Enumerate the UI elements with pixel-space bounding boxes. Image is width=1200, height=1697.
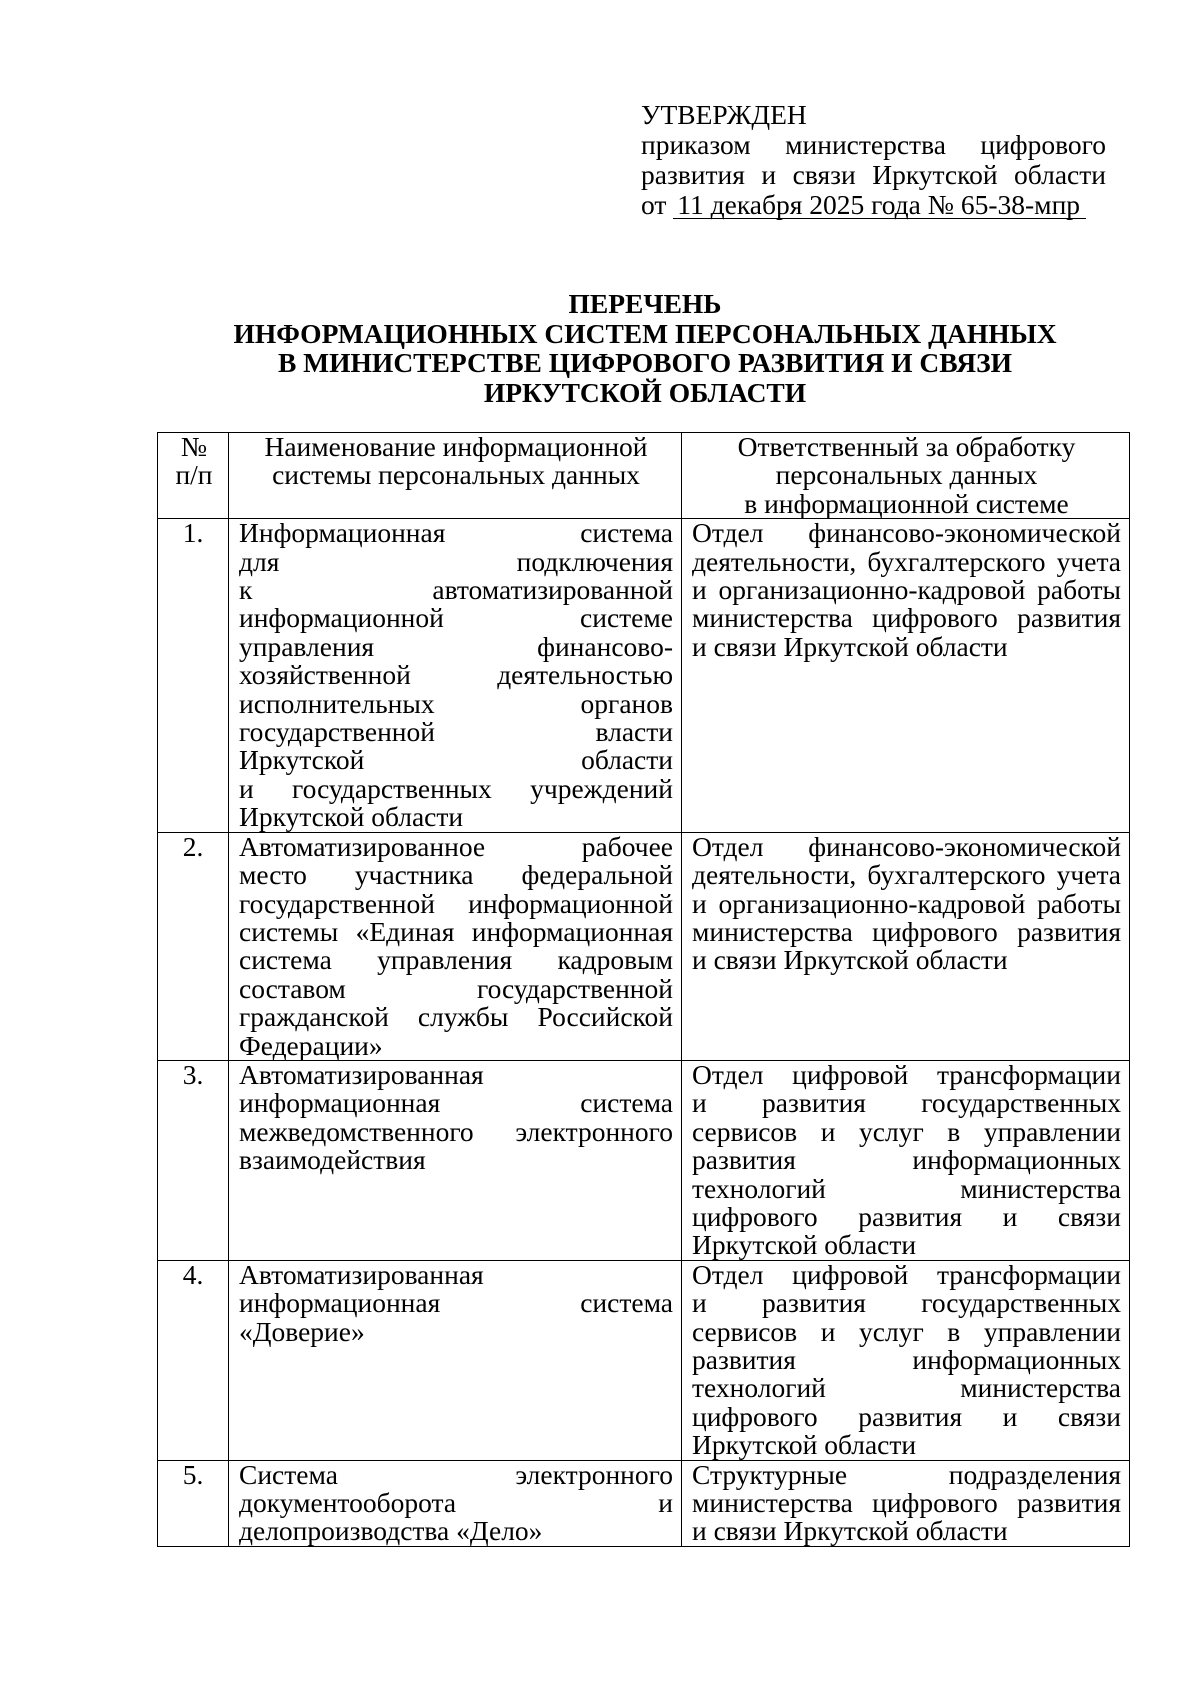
system-name-cell-line: Иркутской области bbox=[239, 801, 464, 833]
system-name-cell bbox=[229, 1060, 682, 1260]
responsible-unit-cell-line: сервисов и услуг в управлении bbox=[692, 1115, 1121, 1147]
responsible-unit-cell-line: цифрового развития и связи bbox=[692, 1400, 1121, 1432]
system-name-cell-line: Автоматизированное рабочее bbox=[239, 830, 673, 862]
responsible-unit-cell-line: Отдел цифровой трансформации bbox=[692, 1058, 1121, 1090]
row-number: 5. bbox=[158, 1460, 229, 1546]
table-header-row bbox=[158, 433, 1130, 519]
pdn-systems-table bbox=[157, 432, 1130, 1547]
responsible-unit-cell bbox=[682, 519, 1130, 832]
header-responsible-line-2: персональных данных bbox=[775, 459, 1038, 491]
system-name-cell-line: Система электронного bbox=[239, 1458, 673, 1490]
header-number-line-1: № bbox=[180, 431, 208, 462]
approval-order-prefix: от bbox=[641, 189, 667, 220]
system-name-cell-line: Автоматизированная bbox=[239, 1258, 484, 1290]
system-name-cell-line: делопроизводства «Дело» bbox=[239, 1515, 543, 1547]
system-name-cell-line: информационная система bbox=[239, 1287, 673, 1319]
system-name-cell-line: системы «Единая информационная bbox=[239, 915, 673, 947]
responsible-unit-cell-line: цифрового развития и связи bbox=[692, 1200, 1121, 1232]
system-name-cell-line: «Доверие» bbox=[239, 1315, 365, 1347]
header-system-name-line-2: системы персональных данных bbox=[272, 459, 640, 491]
responsible-unit-cell-line: министерства цифрового развития bbox=[692, 915, 1121, 947]
system-name-cell bbox=[229, 832, 682, 1060]
system-name-cell-line: государственной информационной bbox=[239, 887, 673, 919]
table-row bbox=[158, 1060, 1130, 1260]
header-system-name-line-1: Наименование информационной bbox=[264, 431, 648, 462]
table-row bbox=[158, 519, 1130, 832]
system-name-cell-line: для подключения bbox=[239, 545, 673, 577]
system-name-cell-line: межведомственного электронного bbox=[239, 1115, 673, 1147]
responsible-unit-cell-line: Отдел финансово-экономической bbox=[692, 517, 1121, 549]
approval-order-value: 11 декабря 2025 года № 65-38-мпр bbox=[673, 191, 1086, 219]
system-name-cell-line: Иркутской области bbox=[239, 744, 673, 776]
system-name-cell bbox=[229, 1260, 682, 1460]
row-number: 1. bbox=[158, 519, 229, 832]
system-name-cell-line: информационная система bbox=[239, 1087, 673, 1119]
table-row bbox=[158, 1460, 1130, 1546]
responsible-unit-cell bbox=[682, 1260, 1130, 1460]
responsible-unit-cell-line: и связи Иркутской области bbox=[692, 944, 1008, 976]
responsible-unit-cell-line: министерства цифрового развития bbox=[692, 602, 1121, 634]
approval-title: УТВЕРЖДЕН bbox=[641, 99, 807, 130]
approval-order-line bbox=[641, 190, 1106, 220]
responsible-unit-cell-line: развития информационных bbox=[692, 1344, 1121, 1375]
system-name-cell-line: управления финансово- bbox=[239, 630, 673, 662]
responsible-unit-cell-line: Отдел цифровой трансформации bbox=[692, 1258, 1121, 1290]
document-title-line-2: ИНФОРМАЦИОННЫХ СИСТЕМ ПЕРСОНАЛЬНЫХ ДАННЫХ bbox=[233, 317, 1057, 349]
row-number: 3. bbox=[158, 1060, 229, 1260]
responsible-unit-cell-line: и развития государственных bbox=[692, 1287, 1121, 1319]
system-name-cell-line: место участника федеральной bbox=[239, 859, 673, 891]
responsible-unit-cell-line: и организационно-кадровой работы bbox=[692, 887, 1121, 919]
header-number bbox=[158, 433, 229, 519]
document-title-line-4: ИРКУТСКОЙ ОБЛАСТИ bbox=[483, 376, 807, 408]
responsible-unit-cell-line: Иркутской области bbox=[692, 1229, 917, 1261]
system-name-cell-line: Информационная система bbox=[239, 517, 673, 549]
responsible-unit-cell-line: Отдел финансово-экономической bbox=[692, 830, 1121, 862]
header-responsible bbox=[682, 433, 1130, 519]
table-row bbox=[158, 1260, 1130, 1460]
system-name-cell-line: государственной власти bbox=[239, 716, 673, 748]
row-number: 4. bbox=[158, 1260, 229, 1460]
document-title-line-1: ПЕРЕЧЕНЬ bbox=[568, 288, 722, 319]
responsible-unit-cell-line: и развития государственных bbox=[692, 1087, 1121, 1119]
row-number: 2. bbox=[158, 832, 229, 1060]
approval-line-2: развития и связи Иркутской области bbox=[641, 159, 1106, 190]
document-title bbox=[150, 289, 1140, 407]
system-name-cell bbox=[229, 519, 682, 832]
system-name-cell-line: документооборота и bbox=[239, 1487, 673, 1519]
responsible-unit-cell-line: технологий министерства bbox=[692, 1172, 1121, 1204]
responsible-unit-cell-line: развития информационных bbox=[692, 1144, 1121, 1176]
system-name-cell-line: гражданской службы Российской bbox=[239, 1001, 673, 1033]
responsible-unit-cell-line: и связи Иркутской области bbox=[692, 630, 1008, 662]
system-name-cell-line: и государственных учреждений bbox=[239, 772, 673, 804]
responsible-unit-cell-line: деятельности, бухгалтерского учета bbox=[692, 859, 1121, 891]
responsible-unit-cell-line: и связи Иркутской области bbox=[692, 1515, 1008, 1547]
system-name-cell-line: к автоматизированной bbox=[239, 574, 673, 606]
responsible-unit-cell-line: Иркутской области bbox=[692, 1429, 917, 1461]
system-name-cell-line: Автоматизированная bbox=[239, 1058, 484, 1090]
responsible-unit-cell-line: технологий министерства bbox=[692, 1372, 1121, 1404]
header-number-line-2: п/п bbox=[175, 459, 213, 491]
responsible-unit-cell-line: министерства цифрового развития bbox=[692, 1487, 1121, 1519]
approval-stamp bbox=[641, 100, 1106, 220]
header-system-name bbox=[229, 433, 682, 519]
header-responsible-line-3: в информационной системе bbox=[744, 487, 1069, 519]
responsible-unit-cell bbox=[682, 832, 1130, 1060]
header-responsible-line-1: Ответственный за обработку bbox=[737, 431, 1076, 462]
responsible-unit-cell bbox=[682, 1460, 1130, 1546]
responsible-unit-cell-line: сервисов и услуг в управлении bbox=[692, 1315, 1121, 1347]
system-name-cell-line: информационной системе bbox=[239, 602, 673, 634]
table-body bbox=[158, 519, 1130, 1547]
system-name-cell-line: взаимодействия bbox=[239, 1144, 426, 1176]
system-name-cell-line: хозяйственной деятельностью bbox=[239, 659, 673, 691]
system-name-cell-line: Федерации» bbox=[239, 1029, 383, 1061]
system-name-cell-line: составом государственной bbox=[239, 972, 673, 1004]
system-name-cell-line: система управления кадровым bbox=[239, 944, 673, 976]
system-name-cell bbox=[229, 1460, 682, 1546]
responsible-unit-cell-line: и организационно-кадровой работы bbox=[692, 574, 1121, 606]
responsible-unit-cell-line: Структурные подразделения bbox=[692, 1458, 1121, 1490]
system-name-cell-line: исполнительных органов bbox=[239, 687, 673, 719]
approval-line-1: приказом министерства цифрового bbox=[641, 129, 1106, 160]
responsible-unit-cell-line: деятельности, бухгалтерского учета bbox=[692, 545, 1121, 577]
document-title-line-3: В МИНИСТЕРСТВЕ ЦИФРОВОГО РАЗВИТИЯ И СВЯЗИ bbox=[277, 347, 1013, 378]
table-row bbox=[158, 832, 1130, 1060]
responsible-unit-cell bbox=[682, 1060, 1130, 1260]
